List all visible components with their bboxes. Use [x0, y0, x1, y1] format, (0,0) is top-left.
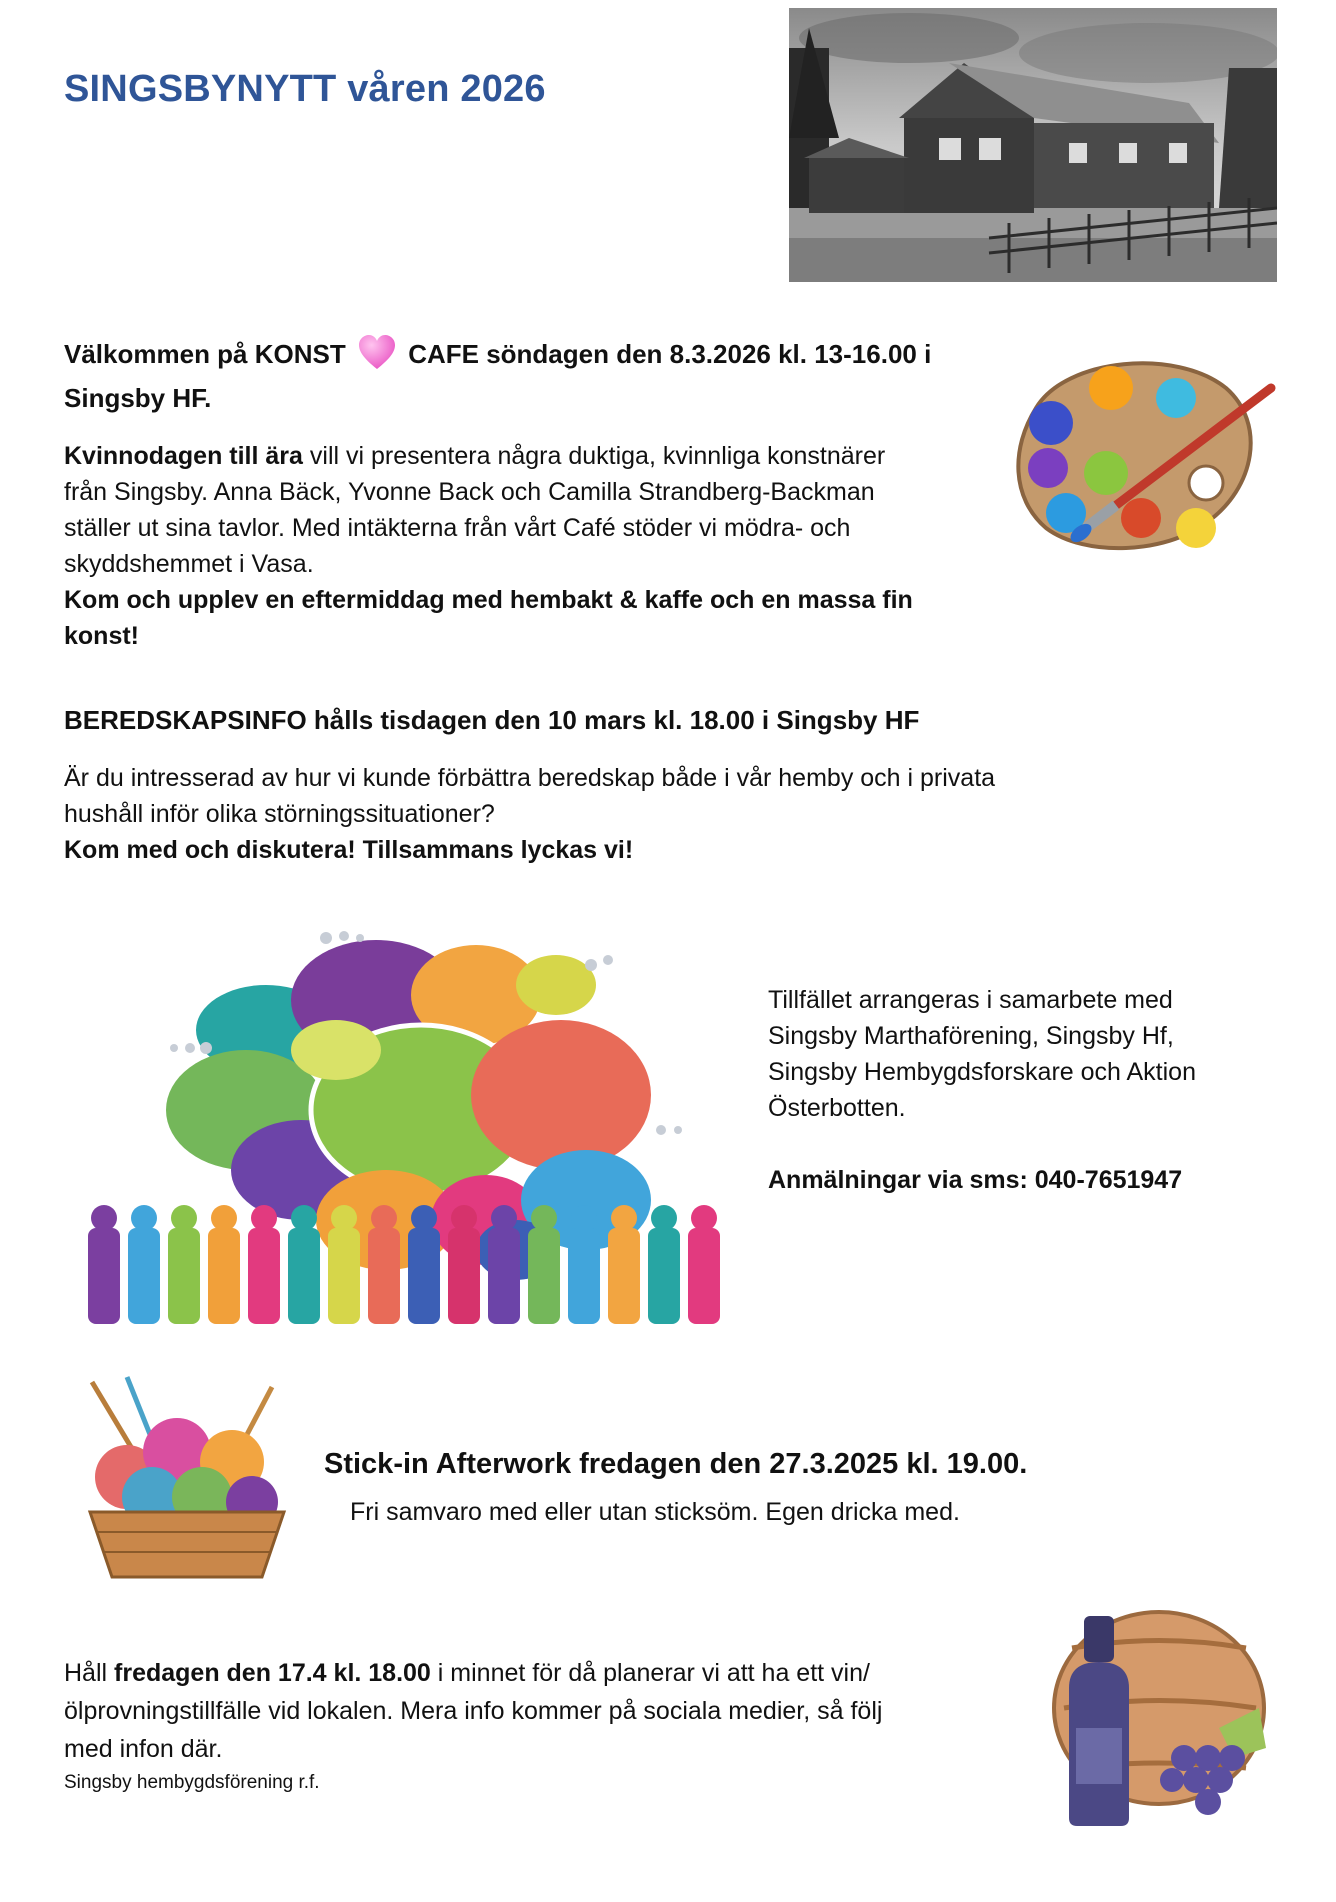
konst-cafe-cta-line2: konst!: [64, 622, 139, 650]
beredskap-line1: Är du intresserad av hur vi kunde förbättra beredskap både i vår hemby och i privata: [64, 764, 996, 792]
speech-bubbles-people-illustration: [86, 920, 742, 1326]
stickin-heading: Stick-in Afterwork fredagen den 27.3.2025 kl. 19.00.: [324, 1448, 1028, 1480]
vin-text: [64, 1654, 1024, 1768]
samarbete-line2: Singsby Marthaförening, Singsby Hf,: [768, 1022, 1174, 1050]
beredskap-cta: Kom med och diskutera! Tillsammans lyckas vi!: [64, 836, 634, 864]
konst-cafe-body: [64, 438, 1004, 654]
vin-line1-rest: i minnet för då planerar vi att ha ett vin/: [430, 1659, 870, 1687]
stickin-sub: Fri samvaro med eller utan sticksöm. Egen dricka med.: [350, 1498, 960, 1526]
vin-line2: ölprovningstillfälle vid lokalen. Mera info kommer på sociala medier, så följ: [64, 1697, 883, 1725]
paint-palette-icon: [1006, 348, 1280, 578]
heart-icon: [357, 333, 397, 373]
konst-cafe-heading: [64, 332, 1004, 376]
konst-cafe-line2: från Singsby. Anna Bäck, Yvonne Back och Camilla Strandberg-Backman: [64, 478, 875, 506]
konst-cafe-heading-end: CAFE söndagen den 8.3.2026 kl. 13-16.00 i: [408, 339, 932, 369]
samarbete-text: [768, 982, 1288, 1198]
vin-date: fredagen den 17.4 kl. 18.00: [114, 1659, 431, 1687]
vin-line3: med infon där.: [64, 1735, 223, 1763]
konst-cafe-heading-start: Välkommen på KONST: [64, 339, 346, 369]
konst-cafe-line3: ställer ut sina tavlor. Med intäkterna från vårt Café stöder vi mödra- och: [64, 514, 851, 542]
footer-signature: Singsby hembygdsförening r.f.: [64, 1772, 320, 1793]
beredskap-heading: BEREDSKAPSINFO hålls tisdagen den 10 mars kl. 18.00 i Singsby HF: [64, 705, 920, 735]
samarbete-line1: Tillfället arrangeras i samarbete med: [768, 986, 1173, 1014]
samarbete-line3: Singsby Hembygdsforskare och Aktion: [768, 1058, 1196, 1086]
beredskap-line2: hushåll inför olika störningssituationer?: [64, 800, 495, 828]
farmhouse-photo: [789, 8, 1277, 282]
beredskap-body: [64, 760, 1264, 868]
vin-line1: [64, 1654, 1024, 1692]
vin-prefix: Håll: [64, 1659, 115, 1687]
page-title: SINGSBYNYTT våren 2026: [64, 68, 546, 110]
konst-cafe-heading-line2: Singsby HF.: [64, 383, 212, 413]
samarbete-line4: Österbotten.: [768, 1094, 906, 1122]
anmalan-info: Anmälningar via sms: 040-7651947: [768, 1166, 1183, 1194]
konst-cafe-line1-rest: vill vi presentera några duktiga, kvinnliga konstnärer: [302, 442, 886, 470]
konst-cafe-cta-line1: Kom och upplev en eftermiddag med hembakt & kaffe och en massa fin: [64, 586, 913, 614]
yarn-basket-icon: [72, 1372, 302, 1582]
konst-cafe-line1: [64, 438, 1004, 474]
wine-barrel-icon: [1024, 1608, 1274, 1832]
kvinnodagen-emphasis: Kvinnodagen till ära: [64, 442, 303, 470]
konst-cafe-line4: skyddshemmet i Vasa.: [64, 550, 314, 578]
